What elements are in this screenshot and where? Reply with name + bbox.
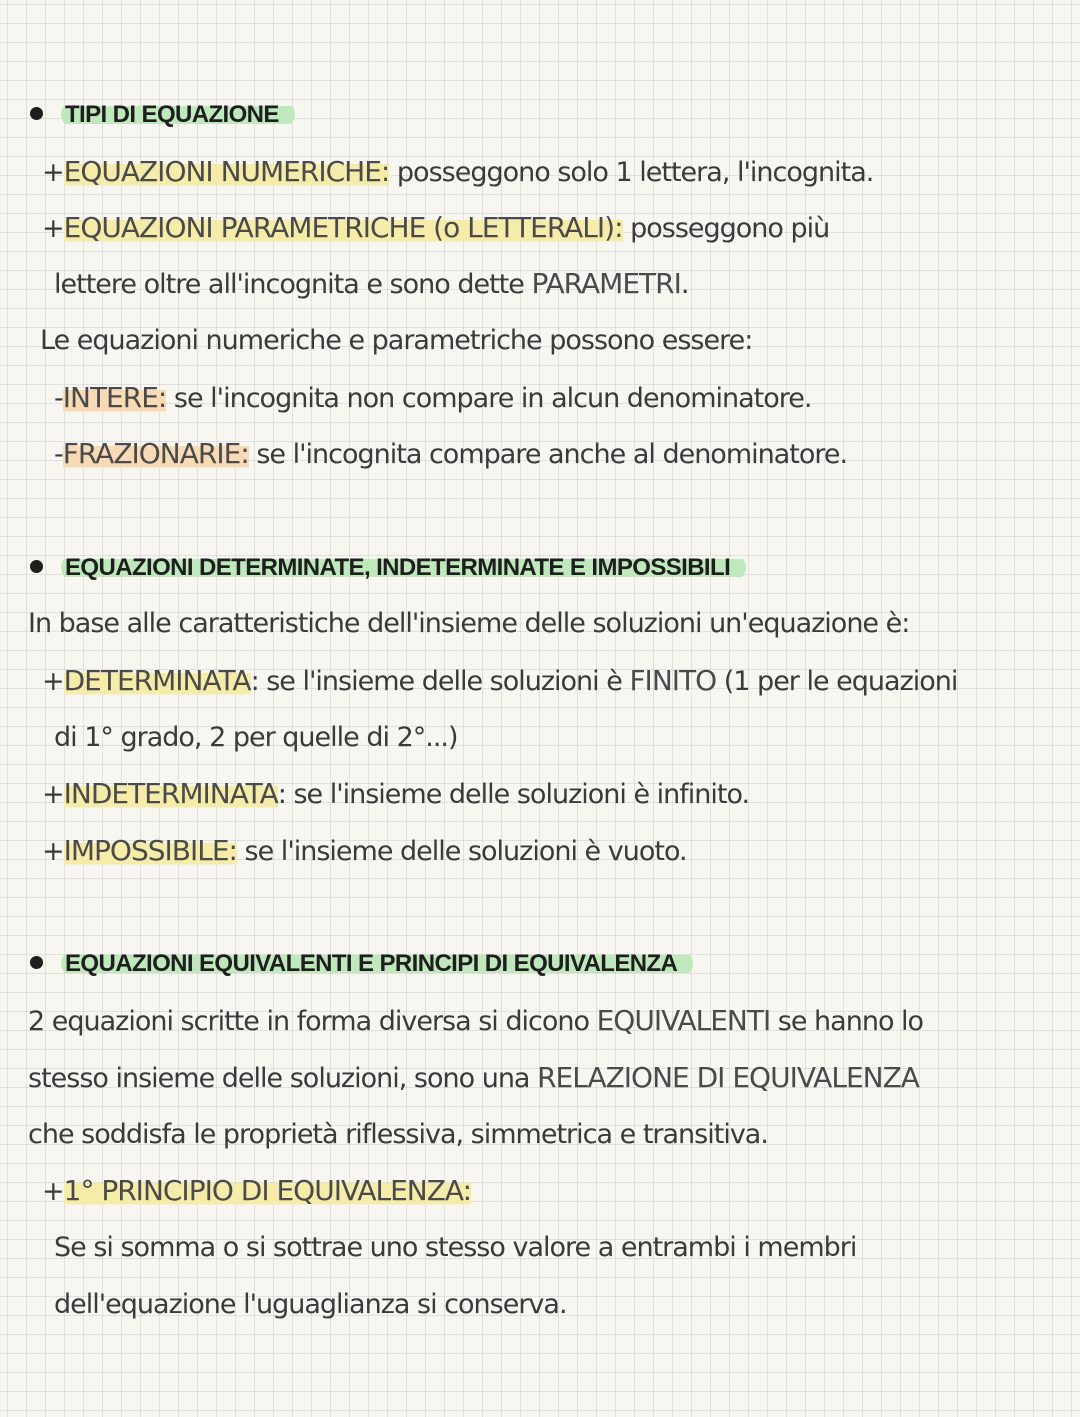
intere-term: INTERE: xyxy=(62,381,167,414)
plus-prefix: + xyxy=(42,779,64,810)
principle-desc-line2 xyxy=(54,1285,567,1325)
period: . xyxy=(680,269,689,300)
plus-prefix: + xyxy=(42,1176,64,1207)
section3-para2-text: stesso insieme delle soluzioni, sono una xyxy=(28,1063,538,1094)
determinata-desc: : se l'insieme delle soluzioni è xyxy=(250,666,630,697)
section3-para1-end: se hanno lo xyxy=(770,1006,924,1037)
indeterminata-term: INDETERMINATA xyxy=(63,777,278,810)
section2-title: EQUAZIONI DETERMINATE, INDETERMINATE E IMPOSSIBILI xyxy=(61,554,746,581)
determinata-desc-end: (1 per le equazioni xyxy=(716,666,958,697)
equivalenti-term: EQUIVALENTI xyxy=(596,1004,771,1037)
finito-term: FINITO xyxy=(629,664,717,697)
frazionarie-line xyxy=(54,434,847,475)
can-be-text: Le equazioni numeriche e parametriche possono essere: xyxy=(40,325,753,356)
plus-prefix: + xyxy=(42,836,64,867)
parametric-equations-line2 xyxy=(54,264,688,305)
section3-heading xyxy=(30,944,693,984)
section2-intro-text: In base alle caratteristiche dell'insieme delle soluzioni un'equazione è: xyxy=(28,608,910,639)
intere-line xyxy=(54,378,811,419)
section1-title: TIPI DI EQUAZIONE xyxy=(61,101,295,128)
principle-line xyxy=(42,1171,471,1212)
section1-heading xyxy=(30,95,295,135)
section3-para1-text: 2 equazioni scritte in forma diversa si dicono xyxy=(28,1006,597,1037)
bullet-icon xyxy=(30,560,43,573)
parametric-desc-text: lettere oltre all'incognita e sono dette xyxy=(54,269,532,300)
parametric-equations-line xyxy=(42,208,829,249)
dash-prefix: - xyxy=(54,439,63,470)
bullet-icon xyxy=(30,107,43,120)
impossibile-line xyxy=(42,831,687,872)
principle-desc2: dell'equazione l'uguaglianza si conserva. xyxy=(54,1289,567,1320)
determinata-term: DETERMINATA xyxy=(63,664,251,697)
parametri-term: PARAMETRI xyxy=(531,267,681,300)
relazione-term: RELAZIONE DI EQUIVALENZA xyxy=(537,1061,919,1094)
indeterminata-line xyxy=(42,774,749,815)
determinata-line2 xyxy=(54,718,458,758)
bullet-icon xyxy=(30,956,43,969)
intere-desc: se l'incognita non compare in alcun denominatore. xyxy=(166,383,812,414)
section2-intro xyxy=(28,604,909,644)
impossibile-term: IMPOSSIBILE: xyxy=(63,834,237,867)
frazionarie-desc: se l'incognita compare anche al denominatore. xyxy=(248,439,848,470)
section3-para2 xyxy=(28,1058,919,1099)
section3-para3-text: che soddisfa le proprietà riflessiva, simmetrica e transitiva. xyxy=(28,1119,768,1150)
section3-para1 xyxy=(28,1001,923,1042)
determinata-desc2: di 1° grado, 2 per quelle di 2°...) xyxy=(54,722,458,753)
indeterminata-desc: : se l'insieme delle soluzioni è infinito. xyxy=(277,779,750,810)
section3-title: EQUAZIONI EQUIVALENTI E PRINCIPI DI EQUIVALENZA xyxy=(61,950,693,977)
principle-desc-line1 xyxy=(54,1228,856,1268)
plus-prefix: + xyxy=(42,157,64,188)
plus-prefix: + xyxy=(42,666,64,697)
parametric-equations-term: EQUAZIONI PARAMETRICHE (o LETTERALI): xyxy=(63,211,623,244)
parametric-equations-desc: posseggono più xyxy=(622,213,830,244)
principle-desc1: Se si somma o si sottrae uno stesso valore a entrambi i membri xyxy=(54,1232,857,1263)
numeric-equations-term: EQUAZIONI NUMERICHE: xyxy=(63,155,390,188)
numeric-equations-desc: posseggono solo 1 lettera, l'incognita. xyxy=(389,157,874,188)
frazionarie-term: FRAZIONARIE: xyxy=(62,437,249,470)
numeric-equations-line xyxy=(42,152,873,193)
dash-prefix: - xyxy=(54,383,63,414)
section2-heading xyxy=(30,548,746,588)
impossibile-desc: se l'insieme delle soluzioni è vuoto. xyxy=(236,836,687,867)
principle-term: 1° PRINCIPIO DI EQUIVALENZA: xyxy=(63,1174,472,1207)
section3-para3 xyxy=(28,1115,768,1155)
determinata-line xyxy=(42,661,957,702)
can-be-line xyxy=(40,321,752,361)
plus-prefix: + xyxy=(42,213,64,244)
